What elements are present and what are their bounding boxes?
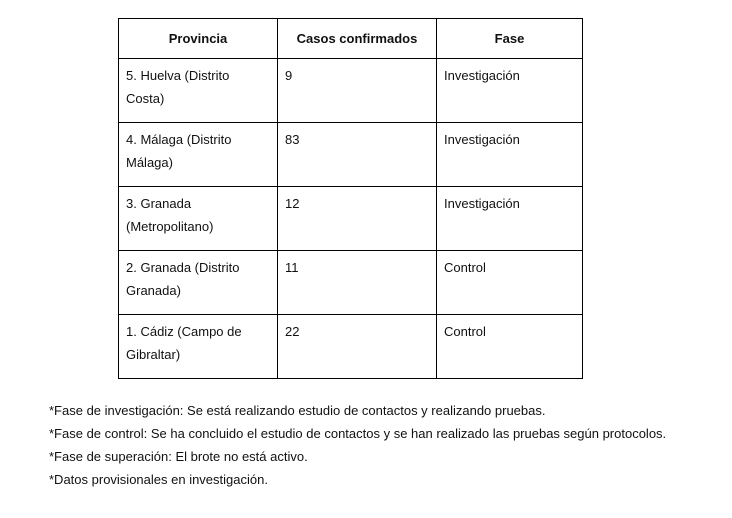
phase-cell: Investigación — [437, 59, 583, 123]
confirmed-cases-cell: 83 — [278, 123, 437, 187]
footnotes — [49, 399, 671, 491]
province-line-2: Granada) — [126, 283, 181, 298]
table-row — [119, 59, 583, 123]
header-phase: Fase — [437, 19, 583, 59]
header-province: Provincia — [119, 19, 278, 59]
province-line-1: 3. Granada — [126, 196, 192, 211]
header-confirmed-cases: Casos confirmados — [278, 19, 437, 59]
province-cell — [119, 59, 278, 123]
note-provisional-data: *Datos provisionales en investigación. — [49, 472, 268, 487]
province-line-1: 4. Málaga (Distrito — [126, 132, 232, 147]
phase-cell: Control — [437, 251, 583, 315]
phase-cell: Investigación — [437, 123, 583, 187]
confirmed-cases-cell: 22 — [278, 315, 437, 379]
province-line-1: 2. Granada (Distrito — [126, 260, 240, 275]
table-row — [119, 251, 583, 315]
province-cell — [119, 123, 278, 187]
province-cell — [119, 315, 278, 379]
province-line-1: 5. Huelva (Distrito — [126, 68, 230, 83]
phase-cell: Investigación — [437, 187, 583, 251]
province-line-2: Gibraltar) — [126, 347, 181, 362]
confirmed-cases-cell: 9 — [278, 59, 437, 123]
table-header-row — [119, 19, 583, 59]
province-line-2: Costa) — [126, 91, 165, 106]
phase-cell: Control — [437, 315, 583, 379]
province-line-2: (Metropolitano) — [126, 219, 214, 234]
note-overcome-phase: *Fase de superación: El brote no está activo. — [49, 449, 308, 464]
table-row — [119, 187, 583, 251]
confirmed-cases-cell: 12 — [278, 187, 437, 251]
province-cell — [119, 251, 278, 315]
note-control-phase: *Fase de control: Se ha concluido el estudio de contactos y se han realizado las pruebas según protocolos. — [49, 426, 667, 441]
confirmed-cases-cell: 11 — [278, 251, 437, 315]
outbreak-cases-table — [118, 18, 583, 379]
province-cell — [119, 187, 278, 251]
note-investigation-phase: *Fase de investigación: Se está realizando estudio de contactos y realizando pruebas. — [49, 403, 546, 418]
table-row — [119, 123, 583, 187]
table-row — [119, 315, 583, 379]
province-line-2: Málaga) — [126, 155, 173, 170]
province-line-1: 1. Cádiz (Campo de — [126, 324, 242, 339]
